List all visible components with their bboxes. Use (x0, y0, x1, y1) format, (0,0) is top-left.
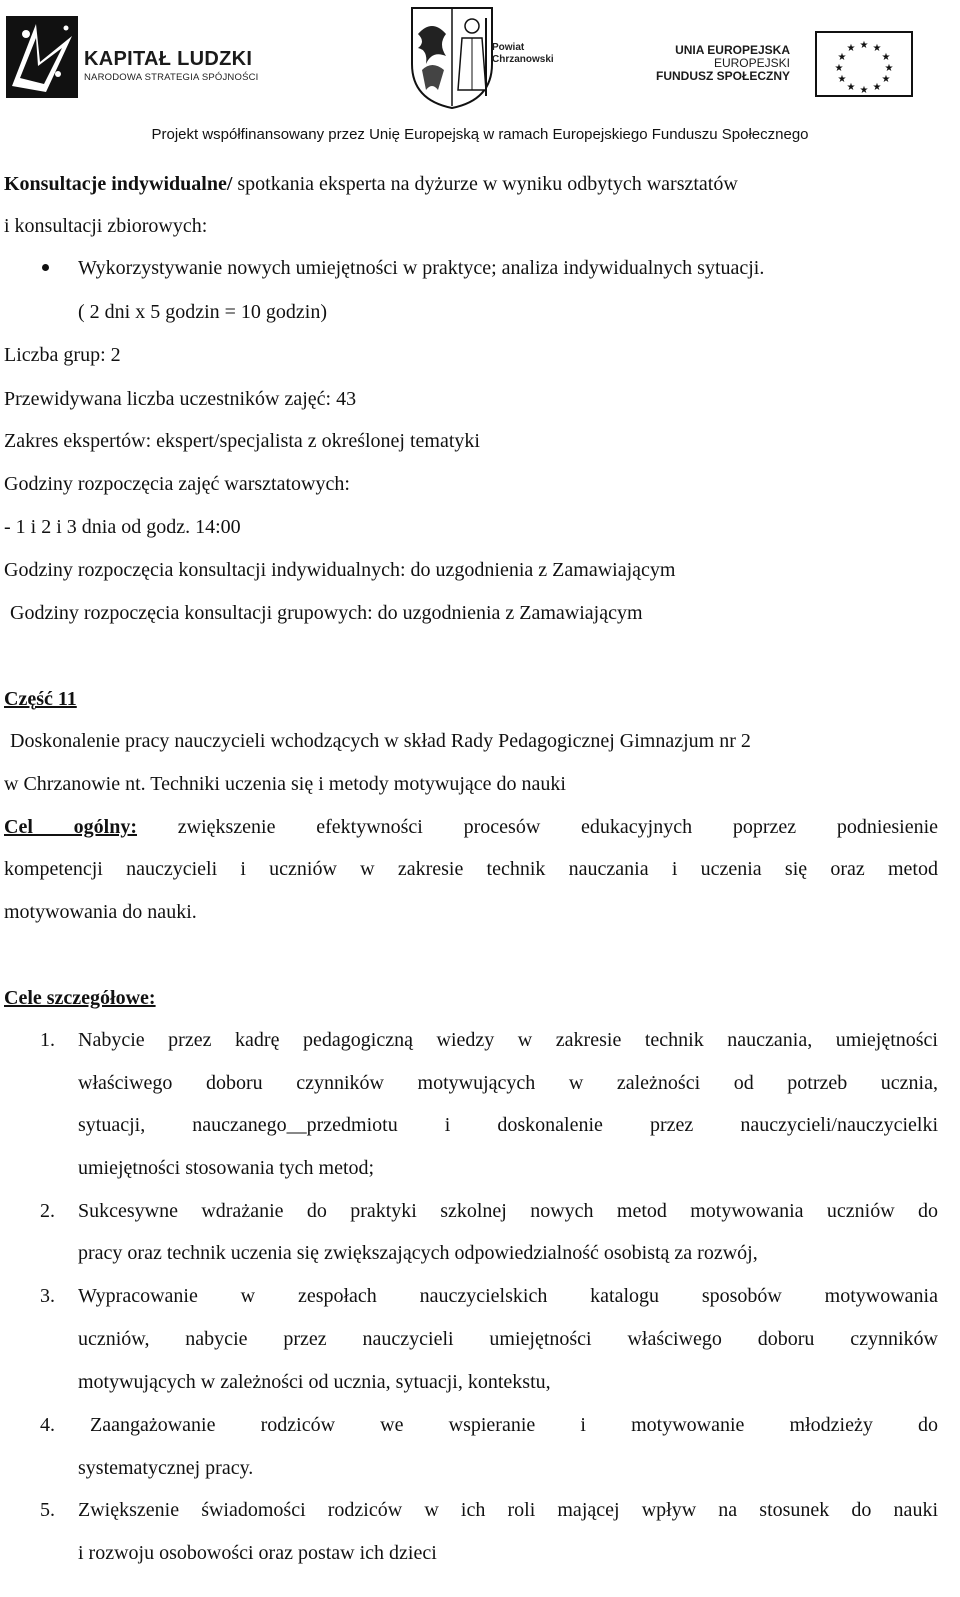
specific-goals-label (4, 986, 156, 1010)
goal-label: Cel ogólny: (4, 816, 137, 838)
powiat-label-1: Powiat (492, 42, 525, 53)
bullet-text: Wykorzystywanie nowych umiejętności w praktyce; analiza indywidualnych sytuacji. (78, 257, 765, 279)
consultations-heading-line2: i konsultacji zbiorowych: (4, 215, 208, 237)
goal-line-2-text: kompetencji nauczycieli i uczniów w zakresie technik nauczania i uczenia się oraz metod (4, 858, 938, 880)
item-1-line-3 (78, 1113, 938, 1137)
item-1-line-2-text: właściwego doboru czynników motywujących w zależności od potrzeb ucznia, (78, 1072, 938, 1094)
groups-text: Liczba grup: 2 (4, 344, 121, 366)
svg-text:★: ★ (859, 40, 869, 51)
item-1-line-1-text: Nabycie przez kadrę pedagogiczną wiedzy w zakresie technik nauczania, umiejętności (78, 1029, 938, 1051)
experts-text: Zakres ekspertów: ekspert/specjalista z określonej tematyki (4, 430, 480, 452)
bullet-dot (42, 264, 49, 271)
part-title-text: Część 11 (4, 688, 77, 710)
goal-line-1 (4, 815, 938, 839)
item-number: 2. (40, 1200, 55, 1222)
group-hours-text: Godziny rozpoczęcia konsultacji grupowych: do uzgodnienia z Zamawiającym (10, 602, 643, 624)
individual-hours-text: Godziny rozpoczęcia konsultacji indywidualnych: do uzgodnienia z Zamawiającym (4, 559, 676, 581)
item-4-line-1 (90, 1413, 938, 1437)
eu-flag-icon (815, 31, 913, 97)
hours-text: ( 2 dni x 5 godzin = 10 godzin) (78, 301, 328, 323)
consultations-heading-rest: spotkania eksperta na dyżurze w wyniku odbytych warsztatów (232, 173, 738, 195)
item-1-line-3-text: sytuacji, nauczanego__przedmiotu i doskonalenie przez nauczycieli/nauczycielki (78, 1114, 938, 1136)
goal-line-2 (4, 857, 938, 881)
item-1-line-2 (78, 1071, 938, 1095)
item-3-line-3: motywujących w zależności od ucznia, sytuacji, kontekstu, (78, 1371, 551, 1393)
item-3-line-1 (78, 1284, 938, 1308)
part-title (4, 687, 77, 711)
page-header (0, 0, 960, 160)
powiat-crest-icon (408, 4, 500, 110)
item-number: 5. (40, 1499, 55, 1521)
workshop-hours-label: Godziny rozpoczęcia zajęć warsztatowych: (4, 473, 350, 495)
svg-text:★: ★ (872, 43, 882, 54)
item-2-line-2: pracy oraz technik uczenia się zwiększających odpowiedzialność osobistą za rozwój, (78, 1242, 758, 1264)
item-2-line-1-text: Sukcesywne wdrażanie do praktyki szkolnej nowych metod motywowania uczniów do (78, 1200, 938, 1222)
item-1-line-1 (78, 1028, 938, 1052)
specific-goals-label-text: Cele szczegółowe: (4, 987, 156, 1009)
svg-text:★: ★ (872, 82, 882, 93)
item-1-line-4: umiejętności stosowania tych metod; (78, 1157, 375, 1179)
participants-text: Przewidywana liczba uczestników zajęć: 43 (4, 388, 357, 410)
topic-line-2: w Chrzanowie nt. Techniki uczenia się i metody motywujące do nauki (4, 773, 566, 795)
svg-text:★: ★ (837, 52, 847, 63)
item-4-line-1-text: Zaangażowanie rodziców we wspieranie i motywowanie młodzieży do (90, 1414, 938, 1436)
goal-line-3: motywowania do nauki. (4, 901, 197, 923)
svg-text:★: ★ (881, 52, 891, 63)
item-4-line-2: systematycznej pracy. (78, 1457, 254, 1479)
item-2-line-1 (78, 1199, 938, 1223)
header-caption: Projekt współfinansowany przez Unię Europejską w ramach Europejskiego Funduszu Społecznego (151, 126, 809, 143)
svg-text:★: ★ (884, 63, 894, 74)
workshop-hours-value: - 1 i 2 i 3 dnia od godz. 14:00 (4, 516, 241, 538)
svg-text:★: ★ (859, 85, 869, 96)
svg-text:★: ★ (846, 82, 856, 93)
item-5-line-1-text: Zwiększenie świadomości rodziców w ich roli mającej wpływ na stosunek do nauki (78, 1499, 938, 1521)
item-3-line-1-text: Wypracowanie w zespołach nauczycielskich katalogu sposobów motywowania (78, 1285, 938, 1307)
item-5-line-1 (78, 1498, 938, 1522)
item-number: 3. (40, 1285, 55, 1307)
ue-line-2: EUROPEJSKI (713, 56, 790, 70)
svg-text:★: ★ (846, 43, 856, 54)
svg-text:★: ★ (881, 74, 891, 85)
item-3-line-2-text: uczniów, nabycie przez nauczycieli umiejętności właściwego doboru czynników (78, 1328, 938, 1350)
item-number: 1. (40, 1029, 55, 1051)
svg-text:★: ★ (834, 63, 844, 74)
ue-text (640, 44, 790, 83)
powiat-label-2: Chrzanowski (492, 54, 554, 65)
item-5-line-2: i rozwoju osobowości oraz postaw ich dzieci (78, 1542, 437, 1564)
ue-line-1: UNIA EUROPEJSKA (675, 43, 790, 57)
topic-line-1: Doskonalenie pracy nauczycieli wchodzących w skład Rady Pedagogicznej Gimnazjum nr 2 (10, 730, 751, 752)
item-3-line-2 (78, 1327, 938, 1351)
svg-text:★: ★ (837, 74, 847, 85)
consultations-heading (4, 172, 738, 196)
ue-line-3: FUNDUSZ SPOŁECZNY (655, 69, 790, 83)
consultations-heading-bold: Konsultacje indywidualne/ (4, 173, 233, 195)
item-number: 4. (40, 1414, 55, 1436)
kapital-ludzki-subtitle: NARODOWA STRATEGIA SPÓJNOŚCI (84, 72, 259, 83)
kapital-ludzki-title: KAPITAŁ LUDZKI (84, 48, 253, 70)
goal-line-1-text: zwiększenie efektywności procesów edukacyjnych poprzez podniesienie (136, 816, 939, 838)
